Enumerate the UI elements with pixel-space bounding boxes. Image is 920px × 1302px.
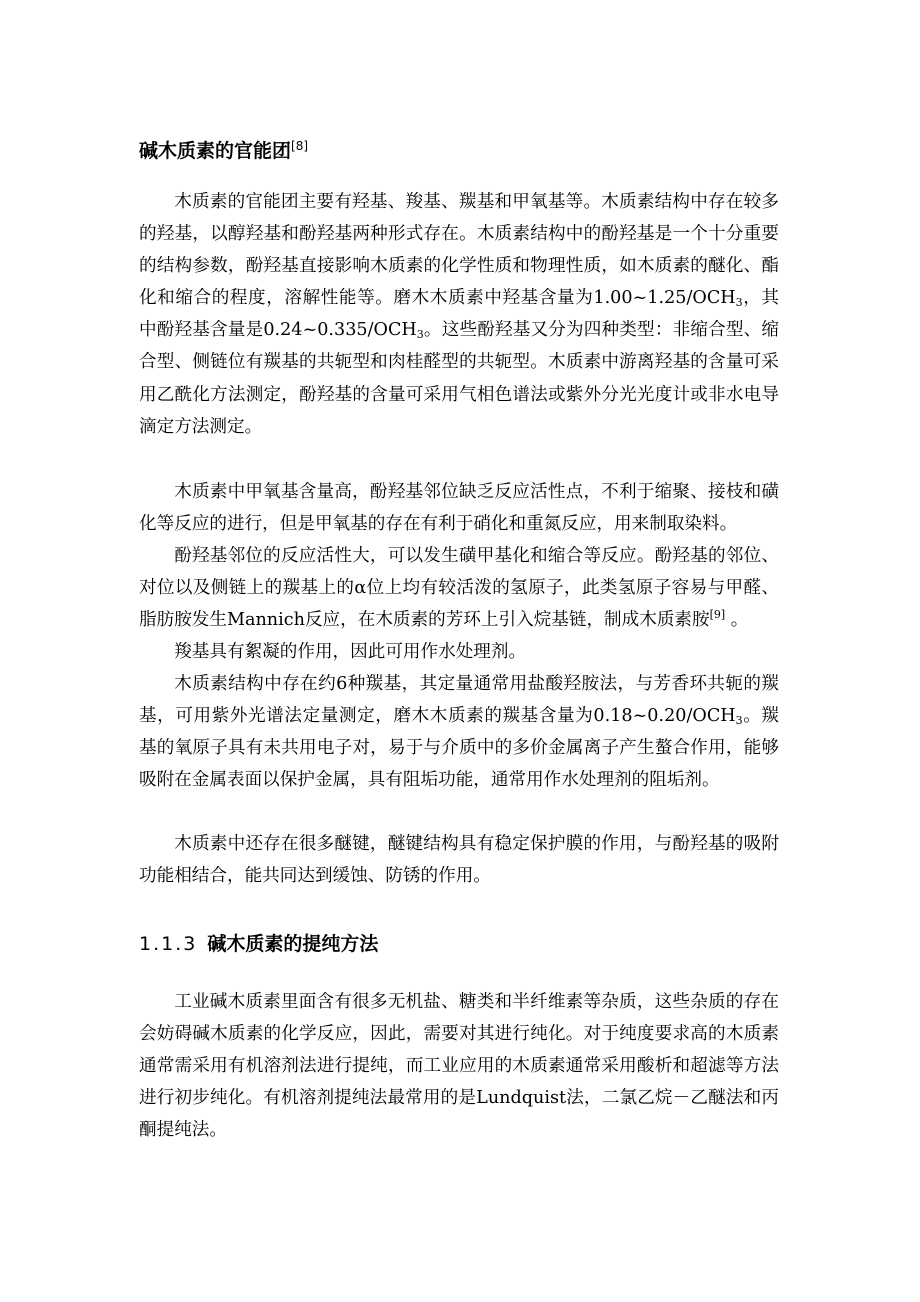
paragraph-text: 。这些酚羟基又分为四种类型：非缩合型、缩合型、侧链位有羰基的共轭型和肉桂醛型的共轭型。木质素中游离羟基的含量可采用乙酰化方法测定，酚羟基的含量可采用气相色谱法或紫外分光光度计或非水电导滴定方法测定。: [139, 320, 779, 437]
subscript: 3: [416, 328, 424, 342]
paragraph-text: ，其中酚羟基含量是0.24~0.335/OCH: [139, 288, 779, 341]
paragraph-carbonyl: [139, 668, 779, 796]
paragraph-text: 酚羟基邻位的反应活性大，可以发生磺甲基化和缩合等反应。酚羟基的邻位、对位以及侧链上的羰基上的α位上均有较活泼的氢原子，此类氢原子容易与甲醛、脂肪胺发生Mannich反应，在木质素的芳环上引入烷基链，制成木质素胺: [139, 546, 779, 631]
section-number: 1.1.3: [139, 933, 198, 955]
paragraph-purification-methods: 工业碱木质素里面含有很多无机盐、糖类和半纤维素等杂质，这些杂质的存在会妨碍碱木质素的化学反应，因此，需要对其进行纯化。对于纯度要求高的木质素通常需采用有机溶剂法进行提纯，而工业应用的木质素通常采用酸析和超滤等方法进行初步纯化。有机溶剂提纯法最常用的是Lundquist法，二氯乙烷－乙醚法和丙酮提纯法。: [139, 992, 779, 1141]
citation-ref-8: [8]: [291, 139, 309, 153]
paragraph-text: 木质素结构中存在约6种羰基，其定量通常用盐酸羟胺法，与芳香环共轭的羰基，可用紫外光谱法定量测定，磨木木质素的羰基含量为0.18~0.20/OCH: [139, 674, 779, 727]
paragraph-methoxyl: 木质素中甲氧基含量高，酚羟基邻位缺乏反应活性点，不利于缩聚、接枝和磺化等反应的进行，但是甲氧基的存在有利于硝化和重氮反应，用来制取染料。: [139, 482, 779, 535]
paragraph-phenolic-reactivity: [139, 540, 779, 636]
section-heading-functional-groups: [139, 134, 308, 163]
subscript: 3: [735, 296, 743, 310]
paragraph-text: 。羰基的氧原子具有未共用电子对，易于与介质中的多价金属离子产生螯合作用，能够吸附在金属表面以保护金属，具有阻垢功能，通常用作水处理剂的阻垢剂。: [139, 706, 779, 791]
paragraph-carboxyl: 羧基具有絮凝的作用，因此可用作水处理剂。: [174, 642, 527, 662]
heading-text: 碱木质素的官能团: [139, 140, 292, 162]
section-heading-purification: [139, 932, 378, 956]
heading-text: 碱木质素的提纯方法: [207, 933, 379, 955]
paragraph-ether-bonds: 木质素中还存在很多醚键，醚键结构具有稳定保护膜的作用，与酚羟基的吸附功能相结合，能共同达到缓蚀、防锈的作用。: [139, 834, 779, 887]
citation-ref-9: [9]: [709, 608, 726, 622]
paragraph-hydroxyl-groups: [139, 186, 779, 443]
paragraph-text: 。: [725, 610, 749, 631]
subscript: 3: [735, 714, 743, 728]
paragraph-text: 木质素的官能团主要有羟基、羧基、羰基和甲氧基等。木质素结构中存在较多的羟基，以醇羟基和酚羟基两种形式存在。木质素结构中的酚羟基是一个十分重要的结构参数，酚羟基直接影响木质素的化学性质和物理性质，如木质素的醚化、酯化和缩合的程度，溶解性能等。磨木木质素中羟基含量为1.00~1.25/OCH: [139, 192, 779, 309]
